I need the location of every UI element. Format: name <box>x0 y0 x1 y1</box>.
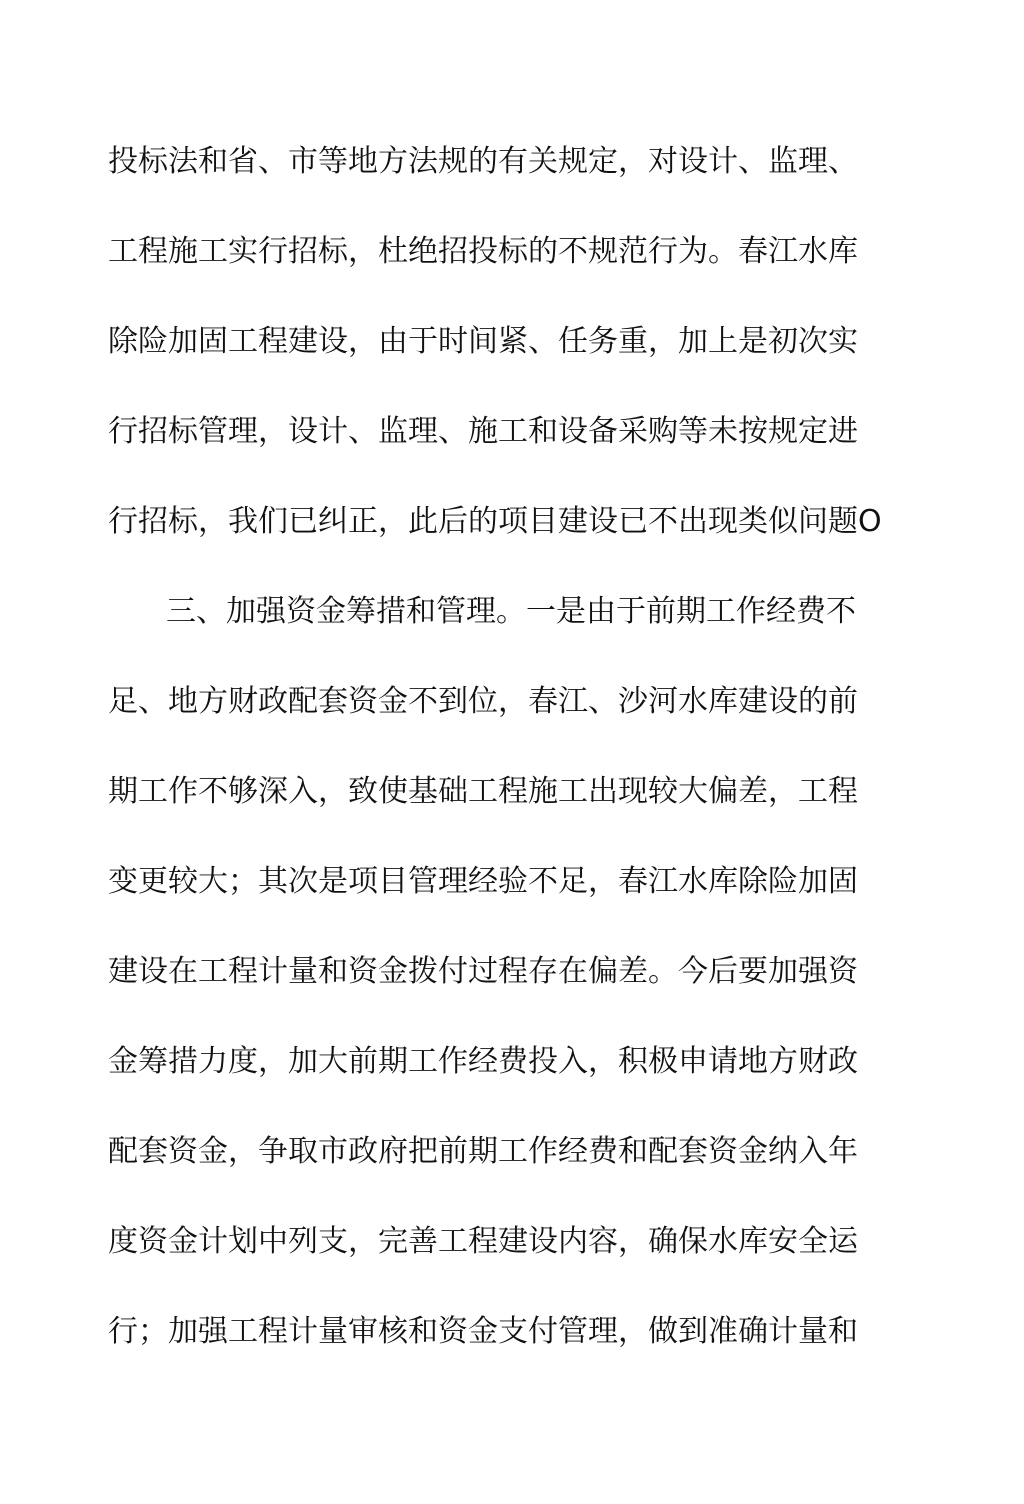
section-heading-line: 三、加强资金筹措和管理。一是由于前期工作经费不 <box>166 594 856 629</box>
paragraph-line: 度资金计划中列支，完善工程建设内容，确保水库安全运 <box>108 1224 858 1259</box>
paragraph-line: 除险加固工程建设，由于时间紧、任务重，加上是初次实 <box>108 324 858 359</box>
paragraph-line: 变更较大；其次是项目管理经验不足，春江水库除险加固 <box>108 864 858 899</box>
paragraph-line: 行；加强工程计量审核和资金支付管理，做到准确计量和 <box>108 1314 858 1349</box>
paragraph-line: 足、地方财政配套资金不到位，春江、沙河水库建设的前 <box>108 684 858 719</box>
paragraph-line: 期工作不够深入，致使基础工程施工出现较大偏差，工程 <box>108 774 858 809</box>
paragraph-line: 工程施工实行招标，杜绝招投标的不规范行为。春江水库 <box>108 234 858 269</box>
paragraph-line: 行招标管理，设计、监理、施工和设备采购等未按规定进 <box>108 414 858 449</box>
paragraph-line: 行招标，我们已纠正，此后的项目建设已不出现类似问题O <box>108 504 882 539</box>
paragraph-line: 建设在工程计量和资金拨付过程存在偏差。今后要加强资 <box>108 954 858 989</box>
paragraph-line: 投标法和省、市等地方法规的有关规定，对设计、监理、 <box>108 144 858 179</box>
paragraph-line: 配套资金，争取市政府把前期工作经费和配套资金纳入年 <box>108 1134 858 1169</box>
paragraph-line: 金筹措力度，加大前期工作经费投入，积极申请地方财政 <box>108 1044 858 1079</box>
